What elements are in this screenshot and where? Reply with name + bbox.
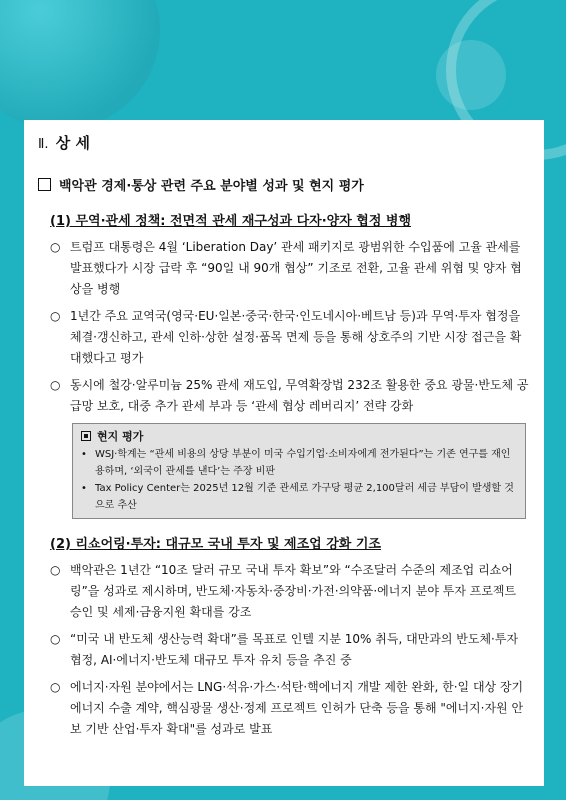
- evaluation-item-text: Tax Policy Center는 2025년 12월 기준 관세로 가구당 평균 2,100달러 세금 부담이 발생할 것으로 추산: [95, 483, 514, 511]
- circle-bullet-icon: ○: [50, 309, 61, 323]
- dot-bullet-icon: •: [81, 449, 87, 460]
- document-page: [24, 120, 544, 786]
- list-item-text: 트럼프 대통령은 4월 ‘Liberation Day’ 관세 패키지로 광범위한 수입품에 고율 관세를 발표했다가 시장 급락 후 “90일 내 90개 협상” 기조로 전환, 고율 관세 위협 및 양자 협상을 병행: [70, 240, 522, 296]
- list-item-text: 1년간 주요 교역국(영국·EU·일본·중국·한국·인도네시아·베트남 등)과 무역·투자 협정을 체결·갱신하고, 관세 인하·상한 설정·품목 면제 등을 통해 상호주의 기반 시장 접근을 확대했다고 평가: [70, 309, 522, 365]
- list-item: [50, 560, 530, 623]
- subsection-title-trade: (1) 무역·관세 정책: 전면적 관세 재구성과 다자·양자 협정 병행: [50, 214, 412, 229]
- list-item: [50, 306, 530, 369]
- circle-bullet-icon: ○: [50, 240, 61, 254]
- globe-decoration: [0, 0, 160, 130]
- evaluation-title: [81, 428, 517, 444]
- evaluation-item: [81, 480, 517, 514]
- circle-bullet-icon: ○: [50, 680, 61, 694]
- list-item-text: 백악관은 1년간 “10조 달러 규모 국내 투자 확보”와 “수조달러 수준의 제조업 리쇼어링”을 성과로 제시하며, 반도체·자동차·중장비·가전·의약품·에너지 분야 투자 프로젝트 승인 및 세제·금융지원 확대를 강조: [70, 563, 517, 619]
- circle-decoration: [436, 40, 506, 110]
- local-evaluation-box: [72, 423, 526, 519]
- circle-bullet-icon: ○: [50, 632, 61, 646]
- list-item: [50, 375, 530, 417]
- list-item: [50, 237, 530, 300]
- evaluation-item: [81, 446, 517, 480]
- section-number: Ⅱ.: [38, 137, 49, 152]
- list-item-text: 동시에 철강·알루미늄 25% 관세 재도입, 무역확장법 232조 활용한 중요 광물·반도체 공급망 보호, 대중 추가 관세 부과 등 ‘관세 협상 레버리지’ 전략 강화: [70, 378, 529, 413]
- section-title-text: 상 세: [55, 134, 90, 152]
- list-item-text: 에너지·자원 분야에서는 LNG·석유·가스·석탄·핵에너지 개발 제한 완화, 한·일 대상 장기 에너지 수출 계약, 핵심광물 생산·정제 프로젝트 인허가 단축 등을 통해 "에너지·자원 안보 기반 산업·투자 확대"를 성과로 발표: [70, 680, 524, 736]
- list-item: [50, 677, 530, 740]
- list-item: [50, 629, 530, 671]
- evaluation-title-text: 현지 평가: [97, 430, 144, 443]
- trade-bullet-list: [50, 237, 530, 417]
- headline-text: 백악관 경제·통상 관련 주요 분야별 성과 및 현지 평가: [59, 179, 364, 194]
- evaluation-item-text: WSJ·학계는 “관세 비용의 상당 부분이 미국 수입기업·소비자에게 전가된다”는 기존 연구를 재인용하며, ‘외국이 관세를 낸다’는 주장 비판: [95, 449, 511, 477]
- section-title: [38, 132, 530, 153]
- evaluation-list: [81, 446, 517, 514]
- filled-square-icon: [81, 431, 91, 441]
- reshoring-bullet-list: [50, 560, 530, 740]
- dot-bullet-icon: •: [81, 483, 87, 494]
- checkbox-icon: [38, 178, 51, 191]
- headline: [38, 175, 530, 194]
- list-item-text: “미국 내 반도체 생산능력 확대”를 목표로 인텔 지분 10% 취득, 대만과의 반도체·투자 협정, AI·에너지·반도체 대규모 투자 유치 등을 추진 중: [70, 632, 519, 667]
- circle-bullet-icon: ○: [50, 563, 61, 577]
- circle-bullet-icon: ○: [50, 378, 61, 392]
- subsection-title-reshoring: (2) 리쇼어링·투자: 대규모 국내 투자 및 제조업 강화 기조: [50, 537, 381, 552]
